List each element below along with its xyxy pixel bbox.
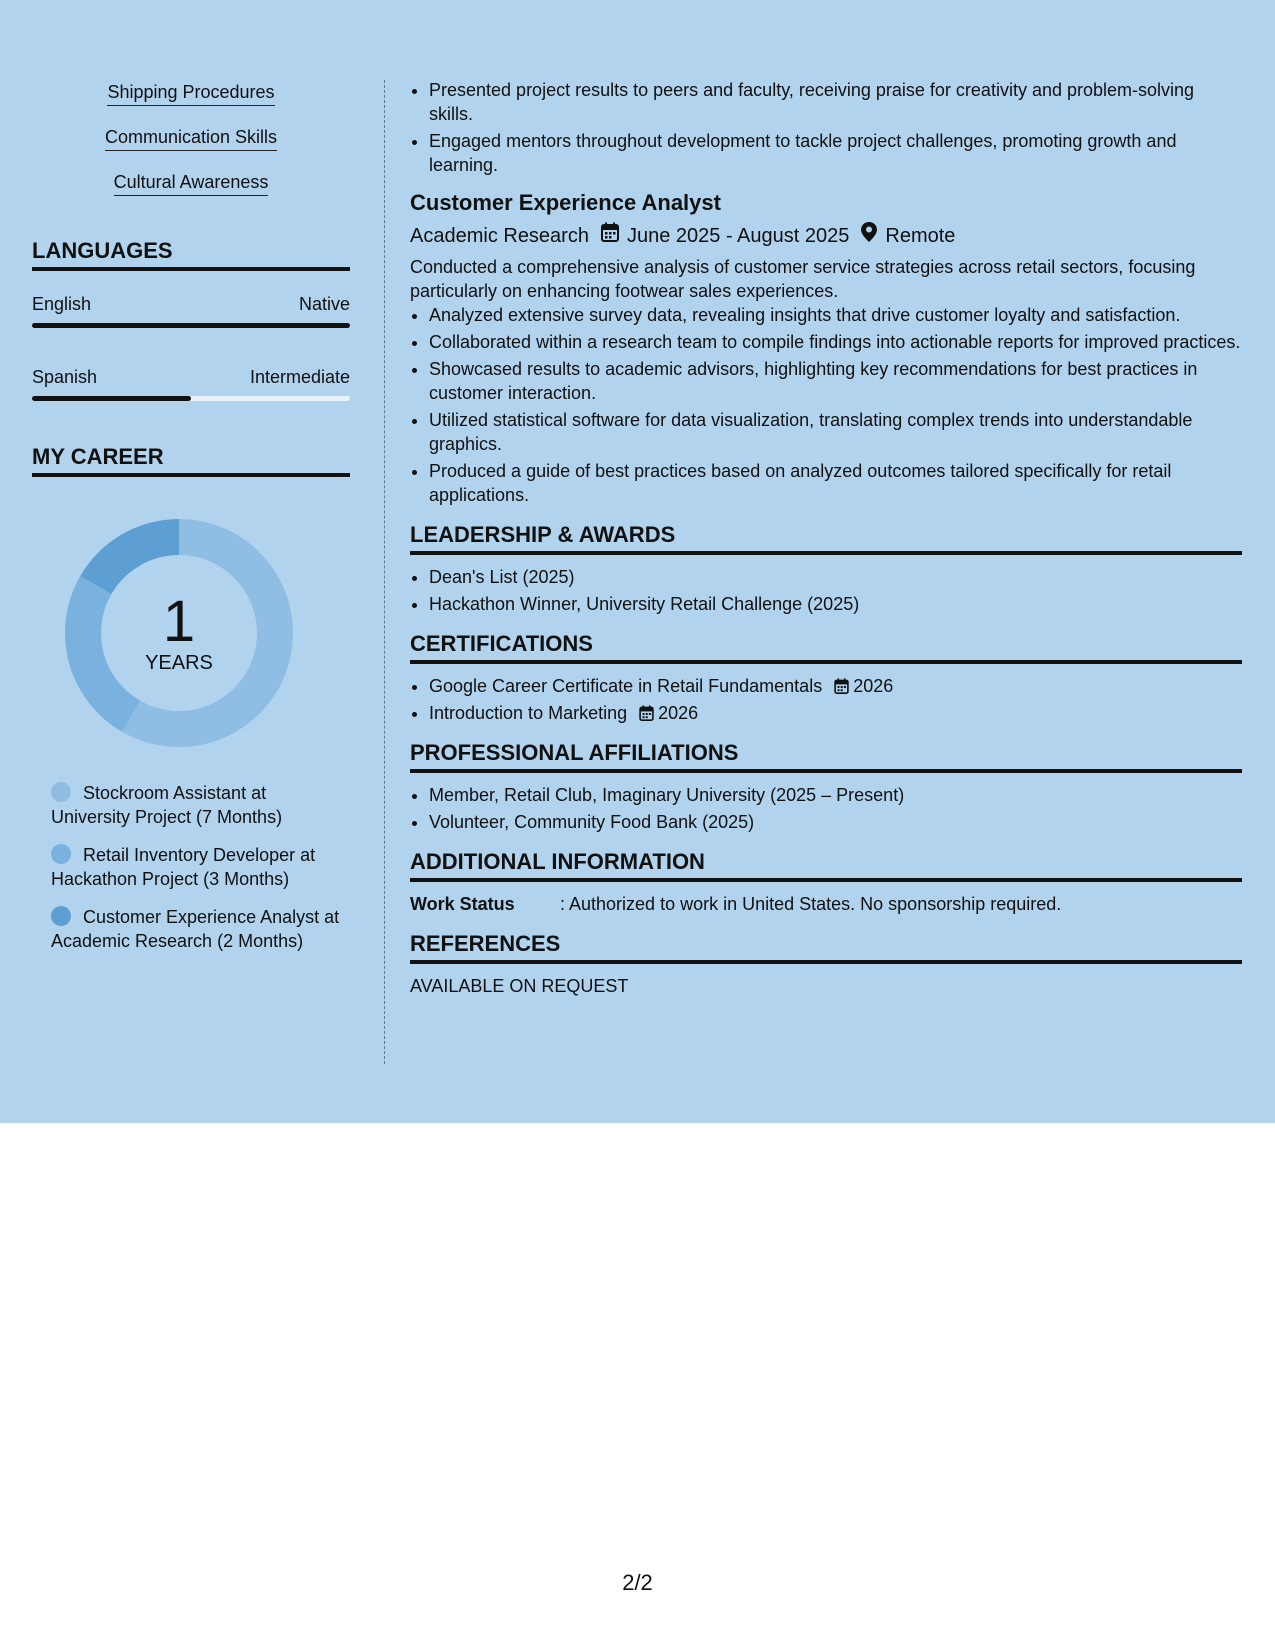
certification-year: 2026	[853, 676, 894, 696]
career-section	[32, 443, 350, 953]
job-location: Remote	[885, 224, 956, 247]
languages-heading: LANGUAGES	[32, 237, 350, 271]
column-divider	[384, 80, 385, 1064]
legend-label: Customer Experience Analyst at Academic Research (2 Months)	[51, 907, 340, 951]
bullet-item: • Showcased results to academic advisors, highlighting key recommendations for best practices in customer interaction.	[429, 357, 1242, 405]
certifications-section	[410, 630, 1242, 725]
legend-dot	[51, 844, 71, 864]
references-section	[410, 930, 1242, 998]
skills-list	[32, 80, 350, 215]
languages-section	[32, 237, 350, 401]
award-item: • Dean's List (2025)	[429, 565, 1242, 589]
affiliations-section	[410, 739, 1242, 834]
leadership-heading: LEADERSHIP & AWARDS	[410, 521, 1242, 555]
legend-label: Stockroom Assistant at University Project (7 Months)	[51, 783, 283, 827]
certification-year: 2026	[658, 703, 699, 723]
certification-item	[429, 701, 1242, 725]
skill-item: Cultural Awareness	[114, 170, 269, 196]
legend-item	[51, 781, 341, 829]
certification-item	[429, 674, 1242, 698]
language-proficiency-fill	[32, 396, 191, 401]
right-column	[410, 78, 1242, 998]
legend-dot	[51, 906, 71, 926]
certifications-heading: CERTIFICATIONS	[410, 630, 1242, 664]
job-entry	[410, 189, 1242, 507]
calendar-icon	[834, 676, 853, 696]
leadership-section	[410, 521, 1242, 616]
calendar-icon	[639, 703, 658, 723]
legend-dot	[51, 782, 71, 802]
language-proficiency-bar	[32, 323, 350, 328]
career-legend	[32, 781, 350, 953]
language-proficiency-fill	[32, 323, 350, 328]
affiliations-heading: PROFESSIONAL AFFILIATIONS	[410, 739, 1242, 773]
career-heading: MY CAREER	[32, 443, 350, 477]
job-description: Conducted a comprehensive analysis of customer service strategies across retail sectors, focusing particularly on enhancing footwear sales experiences.	[410, 257, 1196, 301]
bullet-item: • Utilized statistical software for data visualization, translating complex trends into understandable graphics.	[429, 408, 1242, 456]
additional-info-section	[410, 848, 1242, 916]
language-row	[32, 366, 350, 388]
page-number: 2/2	[622, 1570, 653, 1595]
references-heading: REFERENCES	[410, 930, 1242, 964]
work-status-label: Work Status	[410, 894, 515, 914]
legend-item	[51, 843, 341, 891]
skill-item: Shipping Procedures	[107, 80, 274, 106]
bullet-item: • Presented project results to peers and faculty, receiving praise for creativity and problem-solving skills.	[429, 78, 1242, 126]
affiliation-item: • Member, Retail Club, Imaginary University (2025 – Present)	[429, 783, 1242, 807]
certification-name: Introduction to Marketing	[429, 703, 628, 723]
language-name: Spanish	[32, 367, 98, 387]
language-level: Native	[298, 294, 350, 314]
job-dates: June 2025 - August 2025	[626, 224, 850, 247]
language-name: English	[32, 294, 92, 314]
calendar-icon	[601, 222, 619, 249]
previous-job-bullets	[410, 78, 1242, 177]
job-organization: Academic Research	[410, 224, 589, 247]
job-bullets	[410, 303, 1242, 507]
job-title: Customer Experience Analyst	[410, 190, 721, 215]
language-level: Intermediate	[249, 367, 350, 387]
language-row	[32, 293, 350, 315]
references-text: AVAILABLE ON REQUEST	[410, 976, 629, 996]
bullet-item: • Collaborated within a research team to compile findings into actionable reports for improved practices.	[429, 330, 1242, 354]
left-column	[32, 80, 350, 967]
certification-name: Google Career Certificate in Retail Fundamentals	[429, 676, 823, 696]
affiliation-item: • Volunteer, Community Food Bank (2025)	[429, 810, 1242, 834]
career-total-unit: YEARS	[145, 652, 213, 674]
work-status-value: : Authorized to work in United States. No sponsorship required.	[560, 894, 1062, 914]
job-meta	[410, 222, 1242, 249]
skill-item: Communication Skills	[105, 125, 277, 151]
legend-item	[51, 905, 341, 953]
bullet-item: • Engaged mentors throughout development to tackle project challenges, promoting growth and learning.	[429, 129, 1242, 177]
location-pin-icon	[861, 222, 877, 249]
bullet-item: • Produced a guide of best practices based on analyzed outcomes tailored specifically for retail applications.	[429, 459, 1242, 507]
work-status-row	[410, 892, 1242, 916]
additional-info-heading: ADDITIONAL INFORMATION	[410, 848, 1242, 882]
career-total-value: 1	[162, 589, 196, 654]
career-donut-chart	[65, 519, 293, 747]
language-proficiency-bar	[32, 396, 350, 401]
award-item: • Hackathon Winner, University Retail Challenge (2025)	[429, 592, 1242, 616]
legend-label: Retail Inventory Developer at Hackathon Project (3 Months)	[51, 845, 316, 889]
bullet-item: • Analyzed extensive survey data, revealing insights that drive customer loyalty and satisfaction.	[429, 303, 1242, 327]
